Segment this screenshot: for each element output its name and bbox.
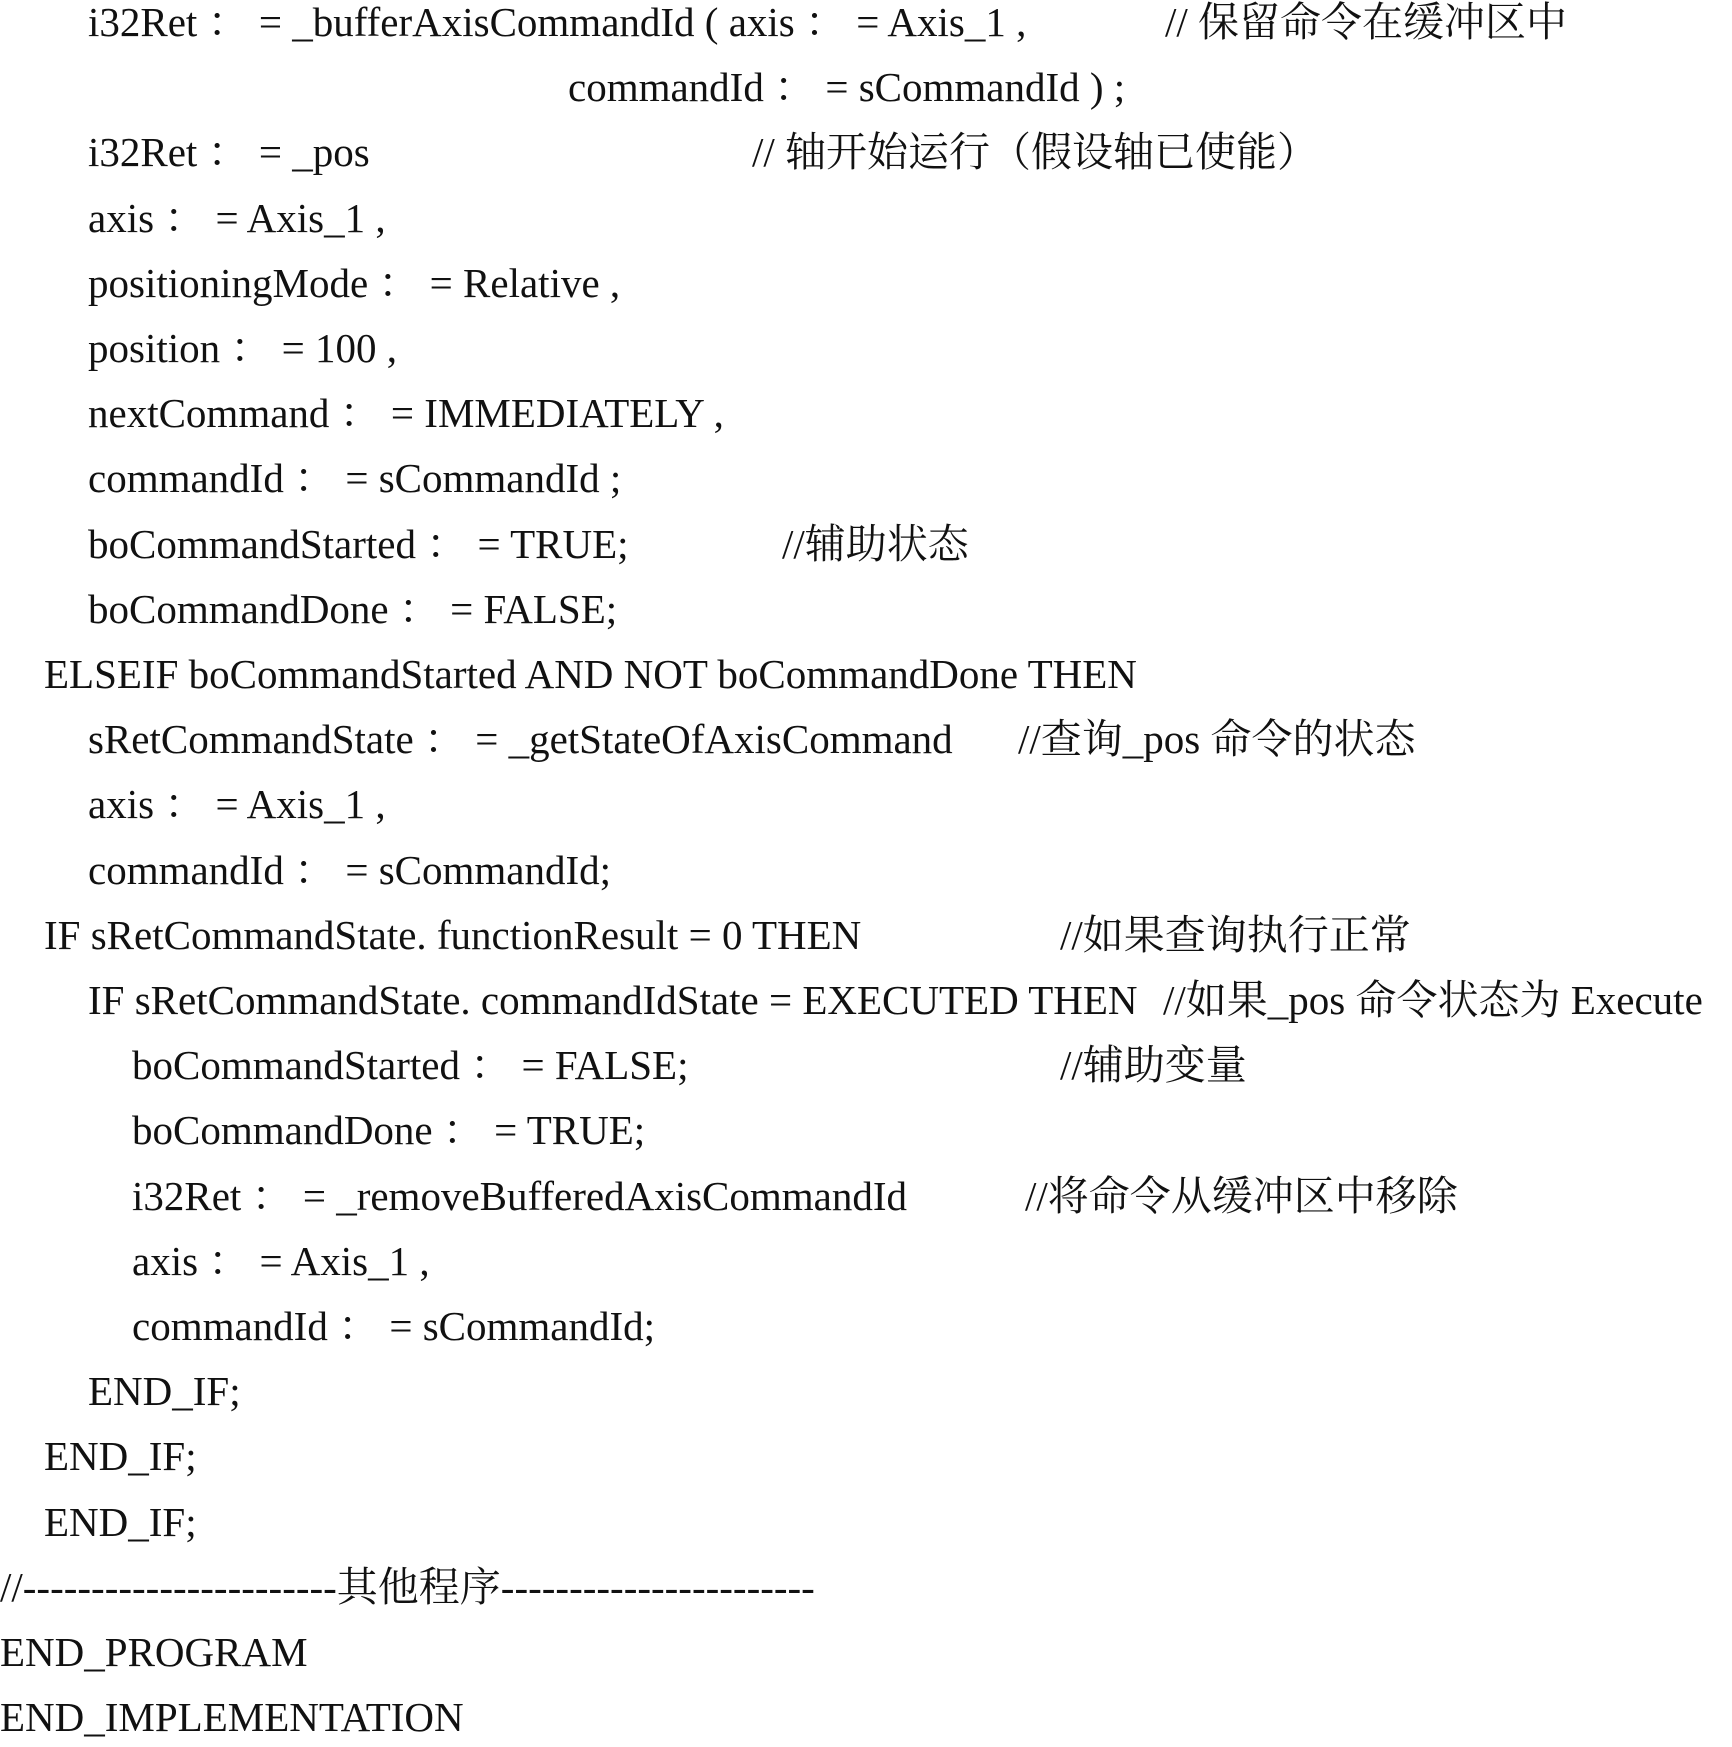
code-line bbox=[0, 318, 1732, 378]
code-statement: boCommandStarted ： = TRUE; bbox=[88, 520, 629, 567]
code-statement: axis ： = Axis_1 , bbox=[88, 781, 386, 828]
code-statement: ELSEIF boCommandStarted AND NOT boCommandDone THEN bbox=[44, 651, 1137, 697]
code-line bbox=[0, 1687, 1732, 1747]
code-statement: END_IF; bbox=[88, 1368, 241, 1415]
code-statement: commandId ： = sCommandId ) ; bbox=[568, 64, 1126, 111]
code-statement: IF sRetCommandState. commandIdState = EXECUTED THEN bbox=[88, 977, 1138, 1023]
code-line bbox=[0, 514, 1732, 574]
code-line bbox=[0, 709, 1732, 769]
code-statement: positioningMode ： = Relative , bbox=[88, 259, 621, 306]
code-line bbox=[0, 1492, 1732, 1552]
code-statement: END_IMPLEMENTATION bbox=[0, 1694, 464, 1741]
code-line bbox=[0, 57, 1732, 117]
code-statement: IF sRetCommandState. functionResult = 0 THEN bbox=[44, 911, 862, 958]
code-line bbox=[0, 1100, 1732, 1160]
code-line bbox=[0, 1296, 1732, 1356]
code-comment: //如果_pos 命令状态为 Execute bbox=[1163, 977, 1703, 1023]
code-statement: position ： = 100 , bbox=[88, 325, 398, 371]
code-line bbox=[0, 1231, 1732, 1291]
code-comment: // 保留命令在缓冲区中 bbox=[1165, 0, 1568, 45]
code-line bbox=[0, 1622, 1732, 1682]
code-statement: nextCommand ： = IMMEDIATELY , bbox=[88, 390, 724, 437]
code-comment: //查询_pos 命令的状态 bbox=[1018, 716, 1416, 763]
code-line bbox=[0, 840, 1732, 900]
code-line bbox=[0, 1166, 1732, 1226]
code-comment: // 轴开始运行（假设轴已使能） bbox=[752, 129, 1319, 176]
code-line bbox=[0, 774, 1732, 834]
code-comment: //辅助状态 bbox=[782, 520, 969, 567]
code-statement: boCommandStarted ： = FALSE; bbox=[132, 1042, 689, 1089]
code-line bbox=[0, 383, 1732, 443]
code-line bbox=[0, 1035, 1732, 1095]
code-statement: //-----------------------其他程序----------------------- bbox=[0, 1563, 815, 1610]
code-statement: i32Ret ： = _pos bbox=[88, 129, 370, 176]
code-line bbox=[0, 1361, 1732, 1421]
code-statement: commandId ： = sCommandId ; bbox=[88, 455, 622, 502]
code-line bbox=[0, 1557, 1732, 1617]
code-comment: //辅助变量 bbox=[1060, 1042, 1247, 1089]
code-line bbox=[0, 579, 1732, 639]
code-statement: i32Ret ： = _bufferAxisCommandId ( axis ： = Axis_1 , bbox=[88, 0, 1027, 45]
code-statement: commandId ： = sCommandId; bbox=[132, 1303, 656, 1349]
code-line bbox=[0, 188, 1732, 248]
code-statement: i32Ret ： = _removeBufferedAxisCommandId bbox=[132, 1172, 908, 1219]
code-line bbox=[0, 644, 1732, 704]
code-statement: axis ： = Axis_1 , bbox=[132, 1237, 430, 1284]
code-line bbox=[0, 0, 1732, 52]
code-line bbox=[0, 1426, 1732, 1486]
code-line bbox=[0, 970, 1732, 1030]
code-statement: axis ： = Axis_1 , bbox=[88, 194, 386, 241]
code-statement: END_IF; bbox=[44, 1498, 197, 1545]
code-comment: //将命令从缓冲区中移除 bbox=[1025, 1172, 1458, 1219]
code-statement: END_PROGRAM bbox=[0, 1629, 308, 1675]
code-statement: sRetCommandState ： = _getStateOfAxisCommand bbox=[88, 716, 953, 763]
code-comment: //如果查询执行正常 bbox=[1060, 911, 1411, 958]
code-line bbox=[0, 253, 1732, 313]
code-statement: boCommandDone ： = TRUE; bbox=[132, 1107, 646, 1154]
code-line bbox=[0, 905, 1732, 965]
code-statement: boCommandDone ： = FALSE; bbox=[88, 585, 618, 632]
code-line bbox=[0, 448, 1732, 508]
code-statement: commandId ： = sCommandId; bbox=[88, 846, 612, 893]
code-statement: END_IF; bbox=[44, 1433, 197, 1480]
code-line bbox=[0, 122, 1732, 182]
